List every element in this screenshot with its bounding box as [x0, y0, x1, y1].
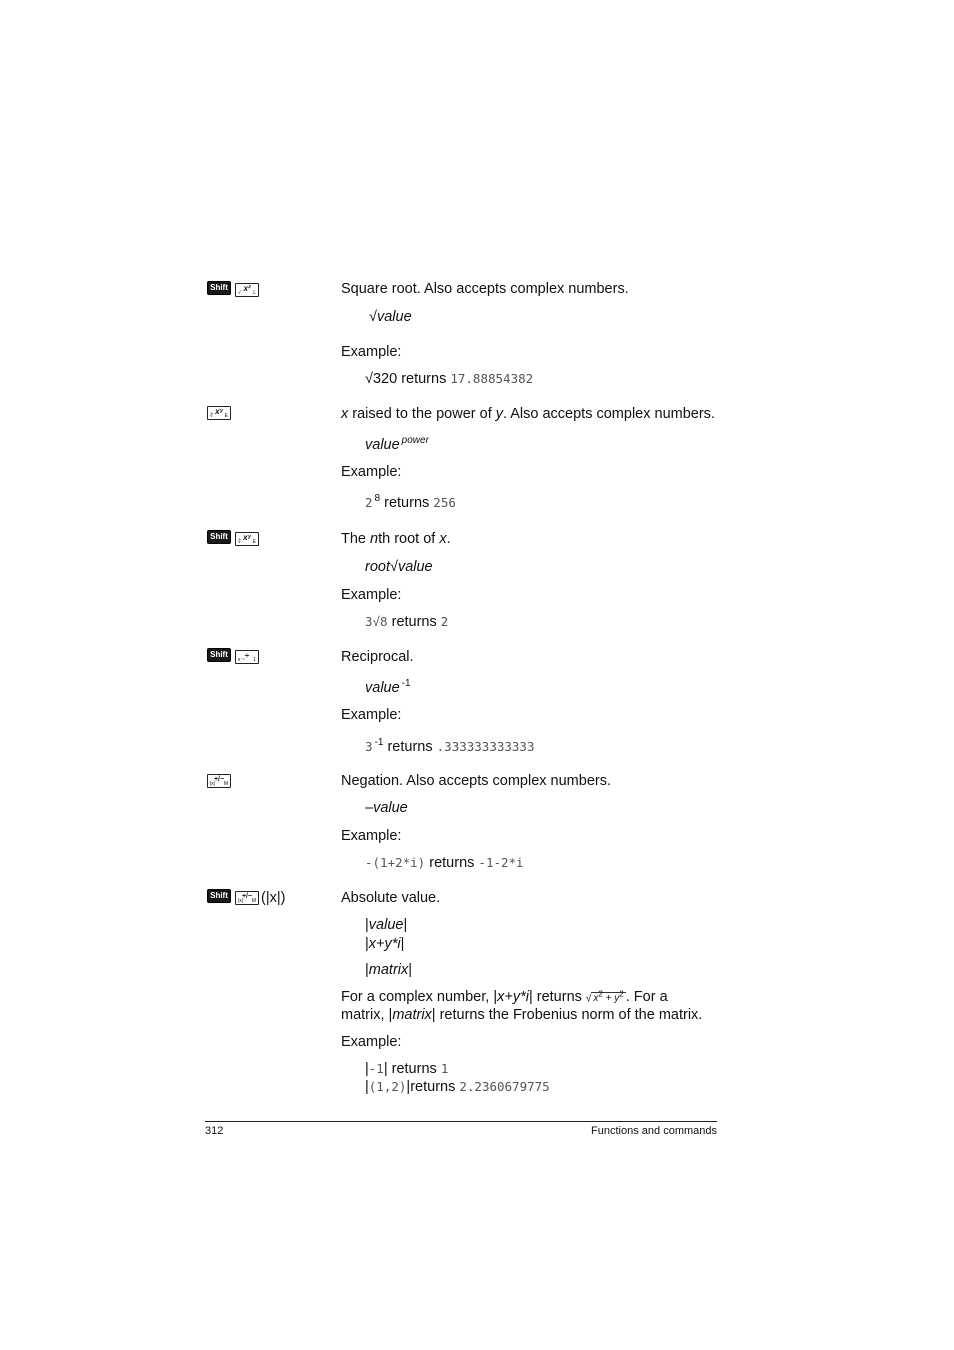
- nthroot-example-label: Example:: [341, 587, 402, 603]
- syntax-superscript: -1: [401, 678, 411, 689]
- absolute-syntax-2: |x+y*i|: [365, 936, 405, 952]
- formula-exponent: 2: [619, 990, 624, 999]
- desc-x: x: [439, 531, 447, 547]
- negation-example: [365, 854, 524, 872]
- para-expr: x+y*i: [497, 989, 529, 1005]
- desc-mid: raised to the power of: [348, 406, 496, 422]
- absolute-example-label: Example:: [341, 1034, 402, 1050]
- para-text: returns: [532, 989, 586, 1005]
- absolute-paragraph-line2: matrix, |matrix| returns the Frobenius norm of the matrix.: [341, 1007, 703, 1023]
- para-text: For a complex number,: [341, 989, 494, 1005]
- absolute-paragraph-line1: For a complex number, |x+y*i| returns √ $x^2 + y^2$ . For a: [341, 988, 668, 1008]
- desc-n: n: [370, 531, 379, 547]
- sqrt-example: [365, 370, 533, 388]
- power-syntax: [365, 436, 429, 456]
- page-number: 312: [205, 1125, 224, 1137]
- example-base: 2: [365, 495, 373, 510]
- key-glyph: x²: [243, 284, 251, 293]
- key-shift-label: ∛: [238, 539, 242, 545]
- formula-plus-y: + y: [602, 993, 620, 1005]
- power-example-label: Example:: [341, 464, 402, 480]
- key-glyph: +/−: [213, 776, 225, 783]
- shift-key-icon: Shift: [207, 281, 231, 295]
- negate-key-icon: [235, 891, 259, 905]
- formula-x: x: [593, 993, 599, 1005]
- formula-exponent: 2: [598, 990, 603, 999]
- sqrt-syntax-arg: value: [376, 309, 412, 325]
- key-shift-label: |x|: [238, 898, 244, 904]
- absolute-example-2: |(1,2)|returns 2.2360679775: [365, 1079, 550, 1095]
- sqrt-description: Square root. Also accepts complex numbers.: [341, 281, 629, 297]
- absolute-key-suffix: (|x|): [261, 890, 286, 906]
- section-title: Functions and commands: [591, 1125, 717, 1137]
- para-matrix: matrix: [392, 1007, 432, 1023]
- example-input: (1,2): [368, 1079, 407, 1094]
- example-input: 3√8: [365, 614, 388, 629]
- example-returns: returns: [410, 1079, 456, 1095]
- syntax-superscript: power: [401, 435, 429, 446]
- key-alpha-label: L: [253, 290, 256, 296]
- example-superscript: 8: [374, 493, 381, 504]
- negation-example-label: Example:: [341, 828, 402, 844]
- shift-key-icon: Shift: [207, 530, 231, 544]
- para-text: . For a: [625, 989, 668, 1005]
- key-glyph: +/−: [241, 893, 253, 900]
- shift-key-icon: Shift: [207, 648, 231, 662]
- nthroot-example: [365, 613, 448, 631]
- key-glyph: xʸ: [243, 533, 251, 542]
- desc-x: x: [341, 406, 349, 422]
- negation-syntax: [365, 799, 408, 817]
- nthroot-description: [341, 530, 451, 548]
- reciprocal-syntax: [365, 679, 411, 699]
- example-superscript: -1: [374, 737, 384, 748]
- key-glyph: xʸ: [215, 407, 223, 416]
- power-example: [365, 494, 456, 514]
- example-result: .333333333333: [436, 739, 535, 754]
- syntax-arg: matrix: [368, 962, 409, 978]
- square-key-icon: [235, 283, 259, 297]
- syntax-arg: x+y*i: [368, 936, 401, 952]
- nthroot-syntax: root√value: [365, 559, 433, 575]
- para-text: matrix,: [341, 1007, 389, 1023]
- example-result: 1: [440, 1061, 449, 1076]
- sqrt-example-input: √320: [365, 371, 398, 387]
- key-shift-label: |x|: [210, 781, 216, 787]
- desc-end: . Also accepts complex numbers.: [503, 406, 715, 422]
- sqrt-example-label: Example:: [341, 344, 402, 360]
- example-result: 256: [433, 495, 456, 510]
- example-returns: returns: [387, 739, 433, 755]
- absolute-description: Absolute value.: [341, 890, 441, 906]
- example-result: 2: [440, 614, 449, 629]
- power-key-icon: [207, 406, 231, 420]
- example-input: -1: [368, 1061, 384, 1076]
- example-result: 2.2360679775: [459, 1079, 550, 1094]
- key-glyph: ÷: [244, 651, 250, 660]
- syntax-arg: value: [373, 800, 408, 816]
- syntax-arg: value: [368, 917, 404, 933]
- example-base: 3: [365, 739, 373, 754]
- negation-description: Negation. Also accepts complex numbers.: [341, 773, 611, 789]
- power-key-icon: [235, 532, 259, 546]
- sqrt-symbol: √: [369, 309, 377, 325]
- reciprocal-description: Reciprocal.: [341, 649, 414, 665]
- sqrt-example-result: 17.88854382: [450, 371, 534, 386]
- footer-rule: [205, 1121, 717, 1122]
- absolute-syntax-1: |value|: [365, 917, 408, 933]
- reciprocal-example-label: Example:: [341, 707, 402, 723]
- sqrt-syntax: [369, 308, 412, 326]
- para-text: returns the Frobenius norm of the matrix.: [435, 1007, 703, 1023]
- syntax-base: value: [365, 680, 400, 696]
- sqrt-example-returns: returns: [401, 371, 447, 387]
- key-alpha-label: M: [223, 781, 228, 787]
- absolute-syntax-3: |matrix|: [365, 962, 413, 978]
- example-returns: returns: [391, 1061, 437, 1077]
- desc-pre: The: [341, 531, 371, 547]
- desc-end: .: [446, 531, 451, 547]
- sqrt-formula: √ $x^2 + y^2$: [585, 990, 624, 1005]
- key-shift-label: ∛: [210, 413, 214, 419]
- key-shift-label: x⁻¹: [238, 657, 245, 663]
- syntax-base: value: [365, 437, 400, 453]
- example-returns: returns: [429, 855, 475, 871]
- shift-key-icon: Shift: [207, 889, 231, 903]
- reciprocal-example: [365, 738, 534, 758]
- key-alpha-label: E: [224, 413, 228, 419]
- absolute-example-1: |-1| returns 1: [365, 1061, 449, 1077]
- desc-y: y: [495, 406, 503, 422]
- negate-key-icon: [207, 774, 231, 788]
- key-alpha-label: M: [251, 898, 256, 904]
- example-input: -(1+2*i): [365, 855, 426, 870]
- desc-mid: th root of: [378, 531, 440, 547]
- key-shift-label: √: [238, 290, 241, 296]
- power-description: [341, 405, 715, 423]
- key-alpha-label: E: [252, 539, 256, 545]
- divide-key-icon: [235, 650, 259, 664]
- syntax-symbol: –: [365, 800, 374, 816]
- example-returns: returns: [384, 495, 430, 511]
- example-returns: returns: [391, 614, 437, 630]
- example-result: -1-2*i: [478, 855, 524, 870]
- key-alpha-label: 1: [253, 657, 256, 663]
